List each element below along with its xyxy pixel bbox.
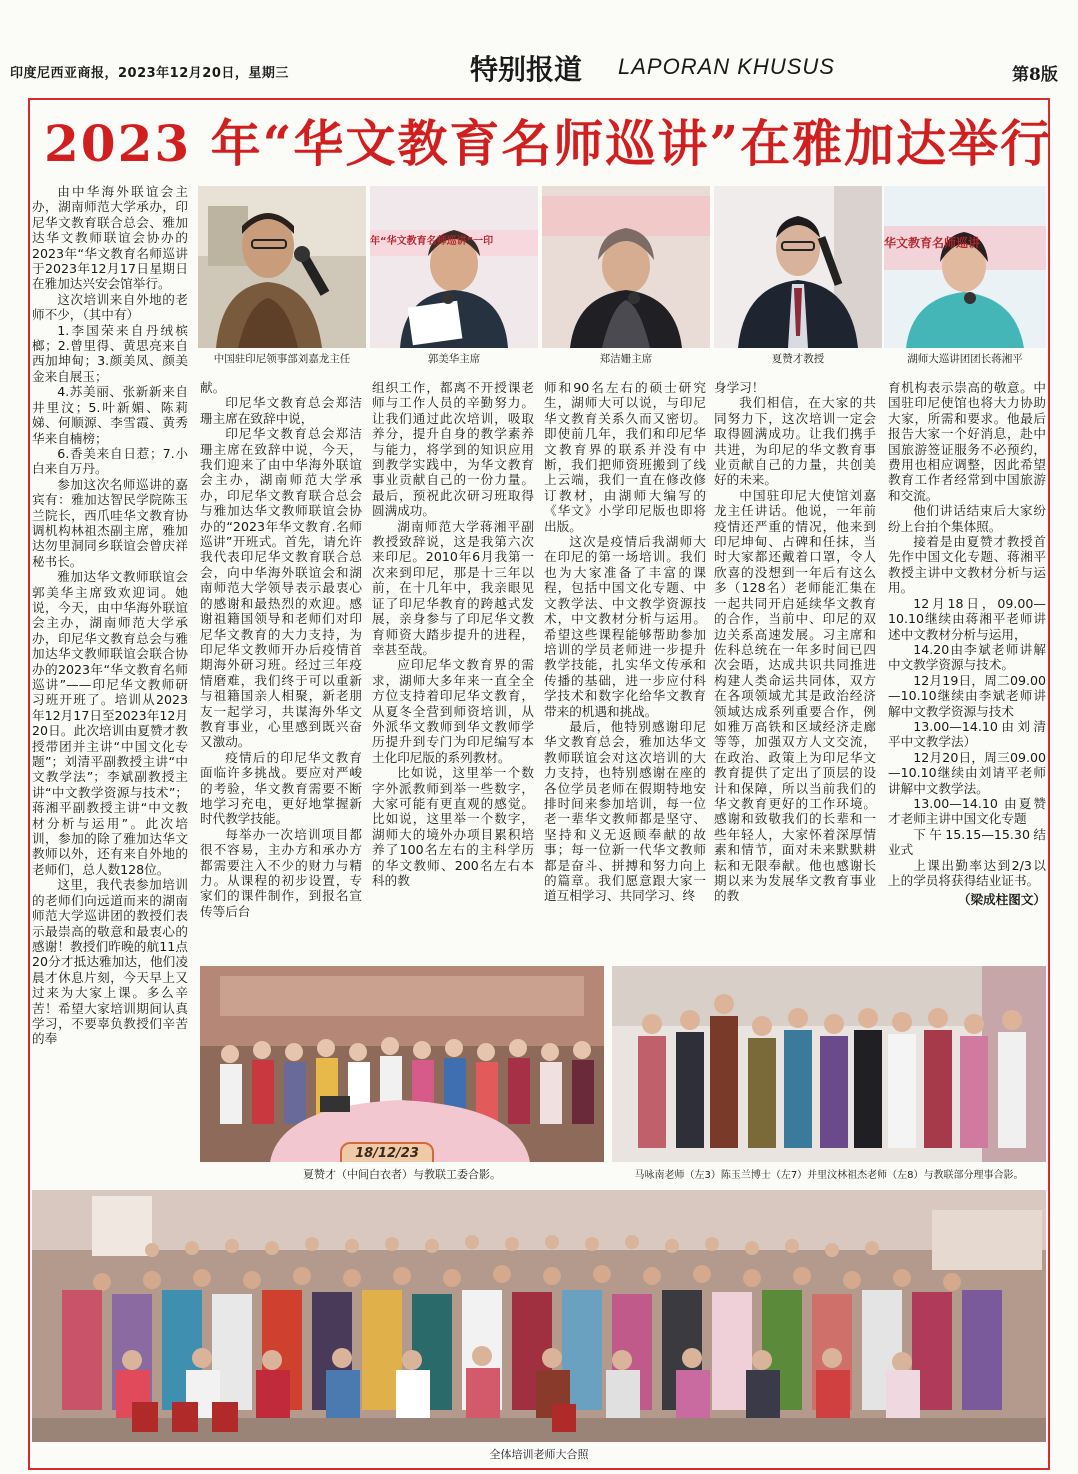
masthead	[0, 0, 1078, 84]
paragraph: 师和90名左右的硕士研究生，湖师大可以说，与印尼华文教育关系久而又密切。即使前几年，我们和印尼华文教育界的联系并没有中断，我们把师资班搬到了线上云端，我们一直在修改修订教材，由湖师大编写的《华文》小学印尼版也即将出版。	[544, 380, 706, 534]
caption-zheng-jieshan: 郑洁姗主席	[599, 353, 653, 365]
paper-date-line: 印度尼西亚商报，2023年12月20日，星期三	[10, 66, 289, 81]
photo-xia-zancai	[714, 186, 882, 348]
paragraph: 疫情后的印尼华文教育面临许多挑战。要应对严峻的考验，华文教育需要不断地学习充电，更好地掌握新时代教学技能。	[200, 749, 362, 827]
paragraph: 这次培训来自外地的老师不少，（其中有）	[32, 291, 188, 323]
photo-jiang-xiangping	[884, 186, 1046, 348]
paragraph: 由中华海外联谊会主办，湖南师范大学承办，印尼华文教育联合总会、雅加达华文教师联谊会协办的2023年“华文教育名师巡讲于2023年12月17日星期日在雅加达兴安会馆举行。	[32, 184, 188, 292]
caption-group-council: 马咏南老师（左3）陈玉兰博士（左7）并里汶林祖杰老师（左8）与教联部分理事合影。	[634, 1170, 1024, 1181]
paragraph: 他们讲话结束后大家纷纷上台拍个集体照。	[888, 503, 1046, 534]
article-column-2	[200, 380, 362, 964]
portrait-image	[370, 186, 538, 348]
paragraph: 接着是由夏赞才教授首先作中国文化专题、蒋湘平教授主讲中文教材分析与运用。	[888, 534, 1046, 596]
photo-guo-meihua	[370, 186, 538, 348]
paragraph: 印尼华文教育总会郑洁珊主席在致辞中说，今天，我们迎来了由中华海外联谊会主办，湖南师范大学承办，印尼华文教育联合总会与雅加达华文教师联谊会协办的“2023年华文教育.名师巡讲”开班式。首先，请允许我代表印尼华文教育联合总会，向中华海外联谊会和湖南师范大学领导表示最衷心的感谢和最热烈的欢迎。感谢祖籍国领导和老师们对印尼华文教育的大力支持，为印尼华文教师开办后疫情首期海外研习班。经过三年疫情磨难，我们终于可以重新与祖籍国亲人相聚，新老朋友一起学习，共谋海外华文教育事业，心里感到既兴奋又激动。	[200, 426, 362, 750]
paragraph: 应印尼华文教育界的需求，湖师大多年来一直全全方位支持着印尼华文教育，从夏冬全营到师资培训，从外派华文教师到华文教师学历提升到专门为印尼编写本土化印尼版的系列教材。	[372, 657, 534, 765]
paragraph: 参加这次名师巡讲的嘉宾有：雅加达智民学院陈玉兰院长，西爪哇华文教育协调机构林祖杰副主席，雅加达勿里洞同乡联谊会曾庆祥秘书长。	[32, 476, 188, 569]
caption-group-committee: 夏赞才（中间白衣者）与教联工委合影。	[303, 1168, 501, 1181]
paragraph: 4.苏美丽、张新新来自井里汶；5.叶新媚、陈莉娣、何顺源、李雪霞、黄秀华来自楠榜；	[32, 384, 188, 446]
paragraph: 身学习！	[714, 380, 765, 395]
page-number: 第8版	[1012, 65, 1058, 85]
paragraph: 组织工作，都离不开授课老师与工作人员的辛勤努力。让我们通过此次培训，吸取养分，提升自身的教学素养与能力，将学到的知识应用到教学实践中，为华文教育事业贡献自己的一份力量。最后，预祝此次研习班取得圆满成功。	[372, 380, 534, 519]
group-photo-council	[612, 966, 1046, 1162]
paragraph: 这里，我代表参加培训的老师们向远道而来的湖南师范大学巡讲团的教授们表示最崇高的敬意和最衷心的感谢！教授们昨晚的航11点20分才抵达雅加达，他们凌晨才休息片刻，今天早上又过来为大家上课。多么辛苦！希望大家培训期间认真学习，不要辜负教授们辛苦的奉	[32, 877, 188, 1047]
photo-zheng-jieshan	[542, 186, 710, 348]
paragraph: 1.李国荣来自丹绒槟榔；2.曾里得、黄思亮来自西加坤甸；3.颜美凤、颜美金来自展玉；	[32, 322, 188, 384]
paragraph: 下午15.15—15.30结业式	[888, 826, 1046, 858]
caption-guo-meihua: 郭美华主席	[427, 353, 481, 365]
paragraph: 13.00—14.10由刘清平中文教学法）	[888, 718, 1046, 750]
group-photo-committee	[200, 966, 604, 1162]
group-photo-image	[32, 1190, 1046, 1442]
paragraph: 上课出勤率达到2/3以上的学员将获得结业证书。	[888, 857, 1046, 888]
article-column-1	[32, 184, 188, 1184]
headline: 2023 年“华文教育名师巡讲”在雅加达举行	[44, 114, 1053, 173]
paragraph: 这次是疫情后我湖师大在印尼的第一场培训。我们也为大家准备了丰富的课程，包括中国文化专题、中文教学法、中文教学资源技术，中文教材分析与运用。希望这些课程能够帮助参加培训的学员老师进一步提升教学技能，扎实华文传承和传播的基础，进一步应付科学技术和数字化给华文教育带来的机遇和挑战。	[544, 534, 706, 719]
caption-liu-jialong: 中国驻印尼领事部刘嘉龙主任	[213, 353, 351, 365]
photo-banner-text: 年“华文教育名师巡讲”一印	[370, 236, 494, 247]
article-column-4	[544, 380, 706, 964]
paragraph: 14.20由李斌老师讲解中文教学资源与技术。	[888, 641, 1046, 673]
photo-credit: （梁成柱图文）	[957, 892, 1046, 908]
paragraph: 印尼华文教育总会郑洁珊主席在致辞中说，	[200, 395, 362, 426]
caption-xia-zancai: 夏赞才教授	[771, 353, 825, 365]
paragraph: 12月19日，周二09.00—10.10继续由李斌老师讲解中文教学资源与技术	[888, 672, 1046, 719]
section-title-indonesian: LAPORAN KHUSUS	[618, 54, 835, 79]
article-column-3	[372, 380, 534, 964]
portrait-image	[542, 186, 710, 348]
portrait-image	[714, 186, 882, 348]
paragraph: 12月20日，周三09.00—10.10继续由刘请平老师讲解中文教学法。	[888, 749, 1046, 796]
paragraph: 我们相信，在大家的共同努力下，这次培训一定会取得圆满成功。让我们携手共进，为印尼的华文教育事业贡献自己的力量，共创美好的未来。	[714, 395, 876, 488]
paragraph: 12月18日，09.00—10.10继续由蒋湘平老师讲述中文教材分析与运用，	[888, 595, 1046, 642]
paragraph: 最后，他特别感谢印尼华文教育总会，雅加达华文教师联谊会对这次培训的大力支持，也特别感谢在座的各位学员老师在假期特地安排时间来参加培训，每一位老一辈华文教师都是坚守、坚持和义无返顾奉献的故事；每一位新一代华文教师都是奋斗、拼搏和努力向上的篇章。我们愿意跟大家一道互相学习、共同学习、终	[544, 718, 706, 904]
date-stamp: 18/12/23	[340, 1142, 434, 1162]
group-photo-image	[200, 966, 604, 1162]
portrait-image	[884, 186, 1046, 348]
article-column-5	[714, 380, 876, 964]
group-photo-all-teachers	[32, 1190, 1046, 1442]
paragraph: 湖南师范大学蒋湘平副教授致辞说，这是我第六次来印尼。2010年6月我第一次来到印尼，那是十三年以前，在十几年中，我亲眼见证了印尼华教育的跨越式发展，亲身参与了印尼华文教育师资大踏步提升的进程，幸甚至哉。	[372, 518, 534, 657]
paragraph: 比如说，这里举一个数字外派教师到举一些数字，大家可能有更直观的感觉。比如说，这里举一个数字，湖师大的境外办项目累积培养了100名左右的主科学历的华文教师、200名左右本科的教	[372, 765, 534, 888]
paragraph: 6.香美来自日惹；7.小白来自万丹。	[32, 445, 188, 477]
article-column-6	[888, 380, 1046, 964]
photo-liu-jialong	[198, 186, 366, 348]
paragraph: 献。	[200, 380, 226, 395]
caption-group-all-teachers: 全体培训老师大合照	[489, 1448, 589, 1461]
section-title: 特别报道	[470, 53, 583, 86]
paragraph: 育机构表示崇高的敬意。中国驻印尼使馆也将大力协助大家，所需和要求。他最后报告大家一个好消息，赴中国旅游签证服务不必预约，费用也相应调整，因此希望教育工作者经常到中国旅游和交流。	[888, 380, 1046, 503]
paragraph: 中国驻印尼大使馆刘嘉龙主任讲话。他说，一年前疫情还严重的情况，他来到印尼坤甸、占碑和任抹，当时大家都还戴着口罩，令人欣喜的没想到一年后有这么多（128名）老师能汇集在一起共同开启延续华文教育的合作，当前中、印尼的双边关系高速发展。习主席和佐科总统在一年多时间已四次会晤，达成共识共同推进构建人类命运共同体，双方在各项领域尤其是政治经济领域达成系列重要合作，例如雅万高铁和区域经济走廊等等，加强双方人文交流，在政治、政策上为印尼华文教育提供了定出了顶层的设计和保障，所以当前我们的华文教育更好的工作环境。感谢和致敬我们的长辈和一些年轻人，大家怀着深厚情素和情节，面对未来默默耕耘和无限奉献。他也感谢长期以来为发展华文教育事业的教	[714, 487, 876, 904]
paragraph: 13.00—14.10 由夏赞才老师主讲中国文化专题	[888, 795, 1046, 827]
paragraph: 雅加达华文教师联谊会郭美华主席致欢迎词。她说，今天，由中华海外联谊会主办，湖南师范大学承办，印尼华文教育总会与雅加达华文教师联谊会联合协办的2023年“华文教育名师巡讲”——印尼华文教师研习班开班了。培训从2023年12月17日至2023年12月20日。此次培训由夏赞才教授带团并主讲“中国文化专题”；刘清平副教授主讲“中文教学法”；李斌副教授主讲“中文教学资源与技术”；蒋湘平副教授主讲“中文教材分析与运用”。此次培训，参加的除了雅加达华文教师以外，还有来自外地的老师们，总人数128位。	[32, 569, 188, 877]
group-photo-image	[612, 966, 1046, 1162]
paragraph: 每举办一次培训项目都很不容易，主办方和承办方都需要注入不少的财力与精力。从课程的初步设置，专家们的课件制作，到报名宣传等后台	[200, 826, 362, 919]
photo-banner-text: 华文教育名师巡讲	[884, 236, 981, 250]
portrait-image	[198, 186, 366, 348]
caption-jiang-xiangping: 湖师大巡讲团团长蒋湘平	[907, 353, 1023, 365]
